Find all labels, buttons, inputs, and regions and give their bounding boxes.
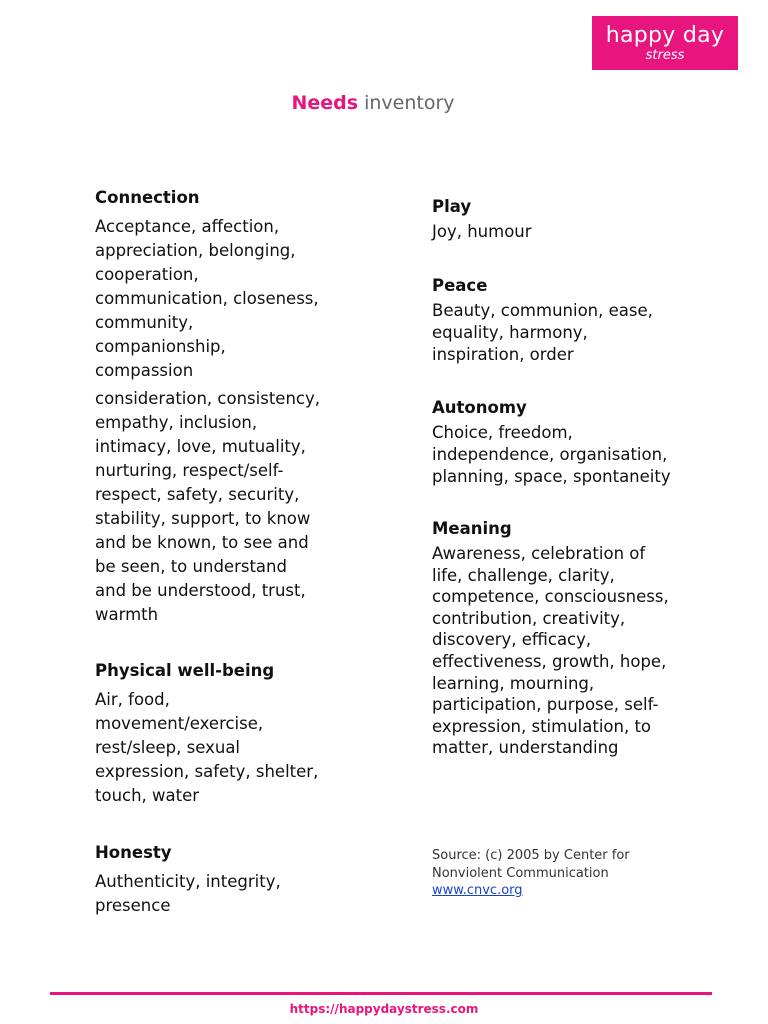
section-heading: Physical well-being — [95, 661, 275, 680]
section-connection — [95, 187, 323, 627]
source-note — [432, 847, 692, 900]
section-text: Awareness, celebration of life, challenge, clarity, competence, consciousness, contribution, creativity, discovery, efficacy, effectiveness, growth, hope, learning, mourning, participation, purpose, self-expression, stimulation, to matter, understanding — [432, 544, 669, 758]
brand-name: happy day — [605, 23, 725, 48]
page-title — [0, 91, 746, 115]
section-heading: Autonomy — [432, 398, 527, 417]
section-heading: Peace — [432, 276, 488, 295]
source-text: (c) 2005 by Center for Nonviolent Communication — [432, 848, 630, 881]
footer-divider — [50, 992, 712, 995]
section-play — [432, 196, 672, 243]
footer-url[interactable]: https://happydaystress.com — [289, 1002, 479, 1016]
section-honesty — [95, 842, 323, 918]
source-label: Source: — [432, 848, 482, 863]
title-rest: inventory — [364, 92, 455, 114]
section-heading: Play — [432, 197, 472, 216]
section-text: Joy, humour — [432, 222, 532, 241]
brand-logo — [592, 16, 738, 70]
title-highlight: Needs — [291, 92, 359, 114]
section-text: Air, food, movement/exercise, rest/sleep, sexual expression, safety, shelter, touch, water — [95, 690, 319, 805]
section-heading: Connection — [95, 188, 200, 207]
section-text: Beauty, communion, ease, equality, harmony, inspiration, order — [432, 301, 653, 364]
section-text: Acceptance, affection, appreciation, belonging, cooperation, communication, closeness, community, companionship, compassion — [95, 217, 319, 380]
section-heading: Meaning — [432, 519, 512, 538]
source-link[interactable]: www.cnvc.org — [432, 883, 523, 898]
section-autonomy — [432, 397, 672, 488]
section-meaning — [432, 518, 672, 759]
section-text: Authenticity, integrity, presence — [95, 872, 281, 915]
brand-tagline: stress — [645, 48, 685, 63]
section-text: Choice, freedom, independence, organisation, planning, space, spontaneity — [432, 423, 671, 486]
section-heading: Honesty — [95, 843, 172, 862]
section-text: consideration, consistency, empathy, inclusion, intimacy, love, mutuality, nurturing, respect/self-respect, safety, security, stability, support, to know and be known, to see and be seen, to understand and be understood, trust, warmth — [95, 389, 320, 624]
section-peace — [432, 275, 672, 366]
section-physical-well-being — [95, 660, 323, 808]
